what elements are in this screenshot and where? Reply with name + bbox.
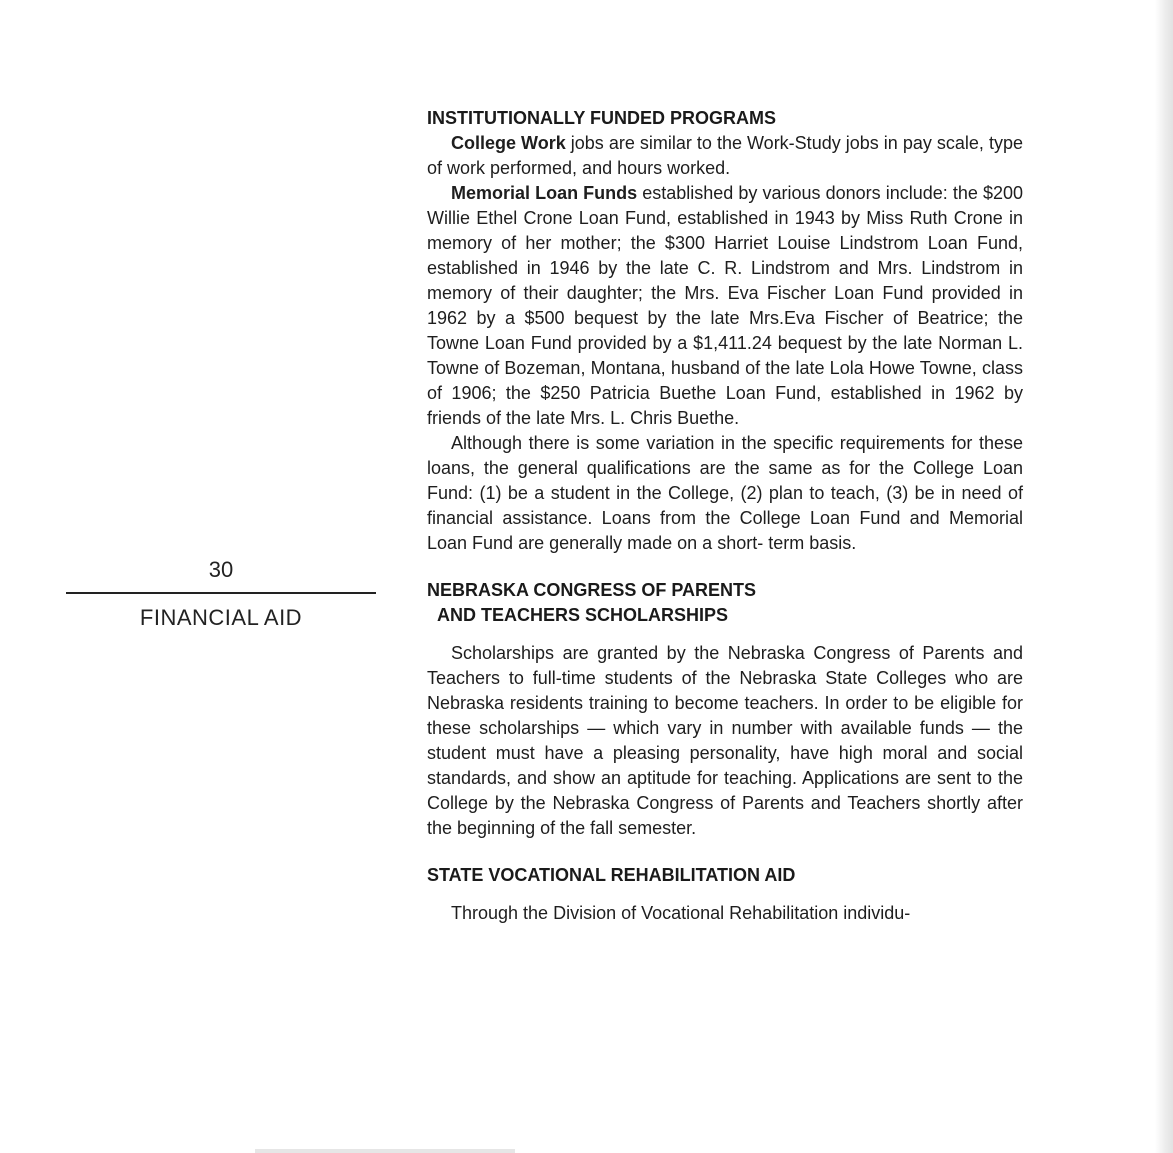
paragraph-college-work [427, 131, 1023, 181]
heading-vocational-rehabilitation: STATE VOCATIONAL REHABILITATION AID [427, 865, 796, 885]
heading-institutional-programs: INSTITUTIONALLY FUNDED PROGRAMS [427, 108, 777, 128]
paragraph-memorial-loan-funds [427, 181, 1023, 431]
paragraph-text: established by various donors include: the $200 Willie Ethel Crone Loan Fund, established in 1943 by Miss Ruth Crone in memory of her mother; the $300 Harriet Louise Lindstrom Loan Fund, established in 1946 by the late C. R. Lindstrom and Mrs. Lindstrom in memory of their daughter; the Mrs. Eva Fischer Loan Fund provided in 1962 by a $500 bequest by the late Mrs.Eva Fischer of Beatrice; the Towne Loan Fund provided by a $1,411.24 bequest by the late Norman L. Towne of Bozeman, Montana, husband of the late Lola Howe Towne, class of 1906; the $250 Patricia Buethe Loan Fund, established in 1962 by friends of the late Mrs. L. Chris Buethe. [427, 183, 1023, 428]
heading-line: AND TEACHERS SCHOLARSHIPS [437, 605, 729, 625]
page-number: 30 [208, 557, 234, 582]
section-gap [427, 888, 1023, 901]
paragraph-vocational-rehabilitation: Through the Division of Vocational Rehabilitation individu- [451, 903, 911, 923]
margin-rule [66, 592, 376, 594]
paragraph-loan-requirements: Although there is some variation in the specific requirements for these loans, the general qualifications are the same as for the College Loan Fund: (1) be a student in the College, (2) plan to teach, (3) be in need of financial assistance. Loans from the College Loan Fund and Memorial Loan Fund are generally made on a short- term basis. [427, 433, 1023, 553]
page-body [427, 106, 1023, 926]
section-gap [427, 556, 1023, 578]
heading-line: NEBRASKA CONGRESS OF PARENTS [427, 580, 757, 600]
lead-college-work: College Work [451, 133, 566, 153]
paragraph-pta-scholarships: Scholarships are granted by the Nebraska Congress of Parents and Teachers to full-time students of the Nebraska State Colleges who are Nebraska residents training to become teachers. In order to be eligible for these scholarships — which vary in number with available funds — the student must have a pleasing personality, have high moral and social standards, and show an aptitude for teaching. Applications are sent to the College by the Nebraska Congress of Parents and Teachers shortly after the beginning of the fall semester. [427, 643, 1023, 838]
scan-artifact [255, 1149, 515, 1153]
margin-label [66, 556, 376, 632]
section-gap [427, 628, 1023, 641]
lead-memorial-loan-funds: Memorial Loan Funds [451, 183, 638, 203]
section-gap [427, 841, 1023, 863]
paragraph-text: jobs are similar to the Work-Study jobs in pay scale, type of work performed, and hours worked. [427, 133, 1023, 178]
section-label: FINANCIAL AID [139, 605, 303, 630]
heading-pta-scholarships [427, 578, 1023, 628]
page-edge-shadow [1155, 0, 1173, 1153]
